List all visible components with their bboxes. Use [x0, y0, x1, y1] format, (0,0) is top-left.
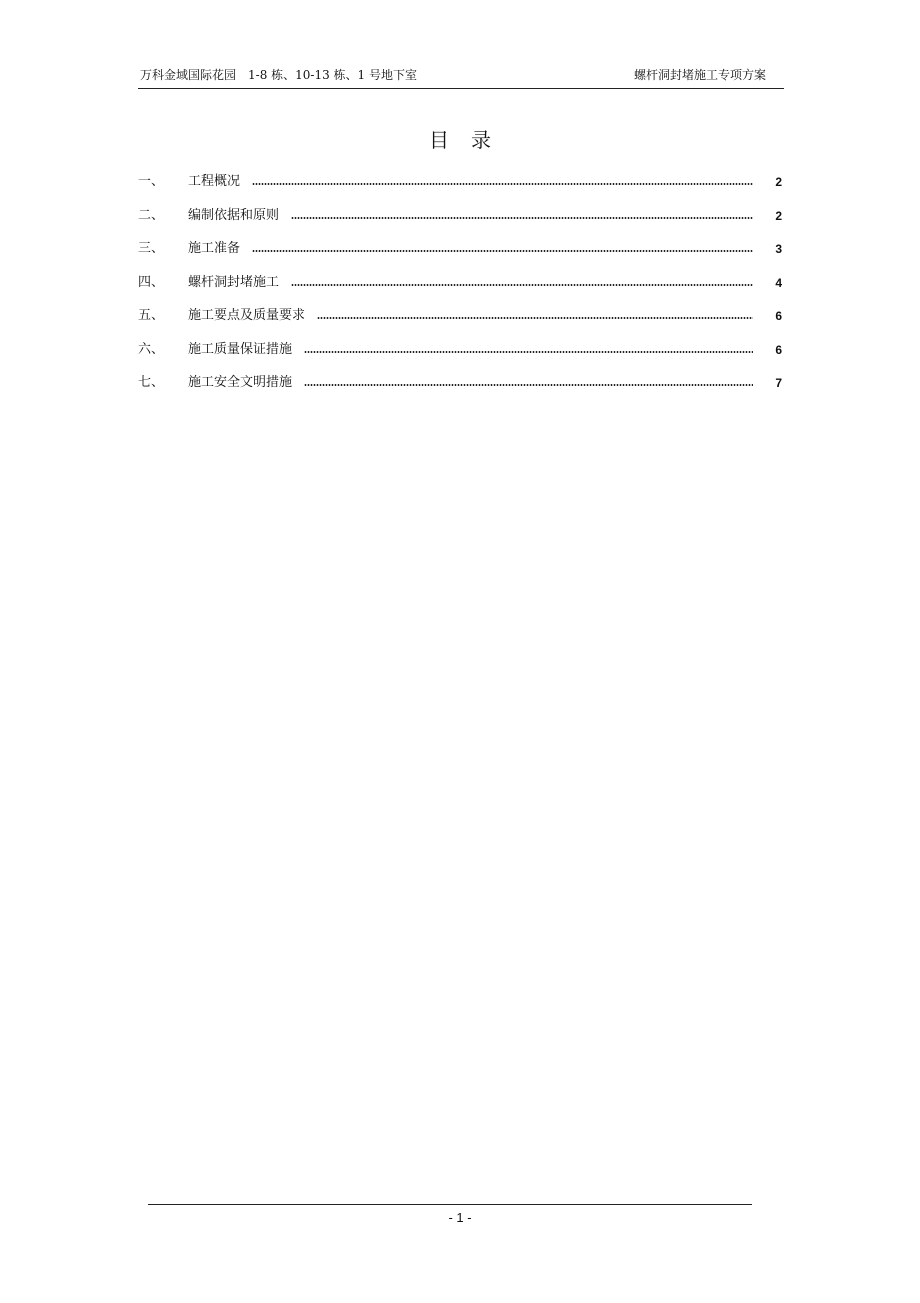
toc-entry-label: 工程概况 — [188, 174, 241, 189]
toc-entry[interactable] — [138, 204, 782, 238]
toc-entry[interactable] — [138, 170, 782, 204]
toc-leader-dots — [304, 351, 753, 353]
toc-entry[interactable] — [138, 271, 782, 305]
toc-entry-page: 3 — [775, 242, 782, 256]
toc-entry-label: 编制依据和原则 — [188, 207, 280, 223]
toc-entry-number: 二、 — [138, 207, 165, 223]
toc-leader-dots — [317, 317, 753, 319]
footer-divider — [148, 1204, 752, 1205]
toc-entry[interactable] — [138, 371, 782, 405]
toc-entry-page: 6 — [775, 309, 782, 323]
page-header — [138, 64, 784, 89]
toc-entry-page: 4 — [775, 275, 782, 290]
toc-entry-label: 施工安全文明措施 — [188, 375, 293, 390]
toc-entry-label: 施工要点及质量要求 — [188, 308, 306, 323]
header-project-title: 万科金域国际花园 1-8 栋、10-13 栋、1 号地下室 — [140, 68, 417, 82]
toc-entry-label: 螺杆洞封堵施工 — [188, 274, 280, 290]
toc-entry-number: 四、 — [138, 274, 165, 290]
toc-entry-number: 五、 — [138, 308, 165, 323]
toc-entry-label: 施工质量保证措施 — [188, 341, 293, 357]
toc-leader-dots — [252, 250, 753, 252]
toc-entry-page: 6 — [775, 342, 782, 357]
toc-entry-page: 2 — [775, 208, 782, 223]
toc-leader-dots — [304, 384, 753, 386]
toc-leader-dots — [291, 284, 753, 286]
header-document-title: 螺杆洞封堵施工专项方案 — [633, 68, 766, 82]
toc-entry[interactable] — [138, 338, 782, 372]
toc-leader-dots — [291, 217, 753, 219]
toc-entry-page: 7 — [775, 376, 782, 390]
toc-entry-number: 一、 — [138, 174, 165, 189]
page-number: - 1 - — [448, 1210, 472, 1225]
toc-entry-number: 三、 — [138, 241, 165, 256]
toc-entry[interactable] — [138, 304, 782, 338]
toc-entry-page: 2 — [775, 175, 782, 189]
toc-title: 目录 — [429, 128, 513, 152]
toc-entry-number: 七、 — [138, 375, 165, 390]
table-of-contents — [138, 170, 782, 405]
toc-leader-dots — [252, 183, 753, 185]
toc-entry-label: 施工准备 — [188, 241, 241, 256]
toc-entry[interactable] — [138, 237, 782, 271]
toc-entry-number: 六、 — [138, 341, 165, 357]
